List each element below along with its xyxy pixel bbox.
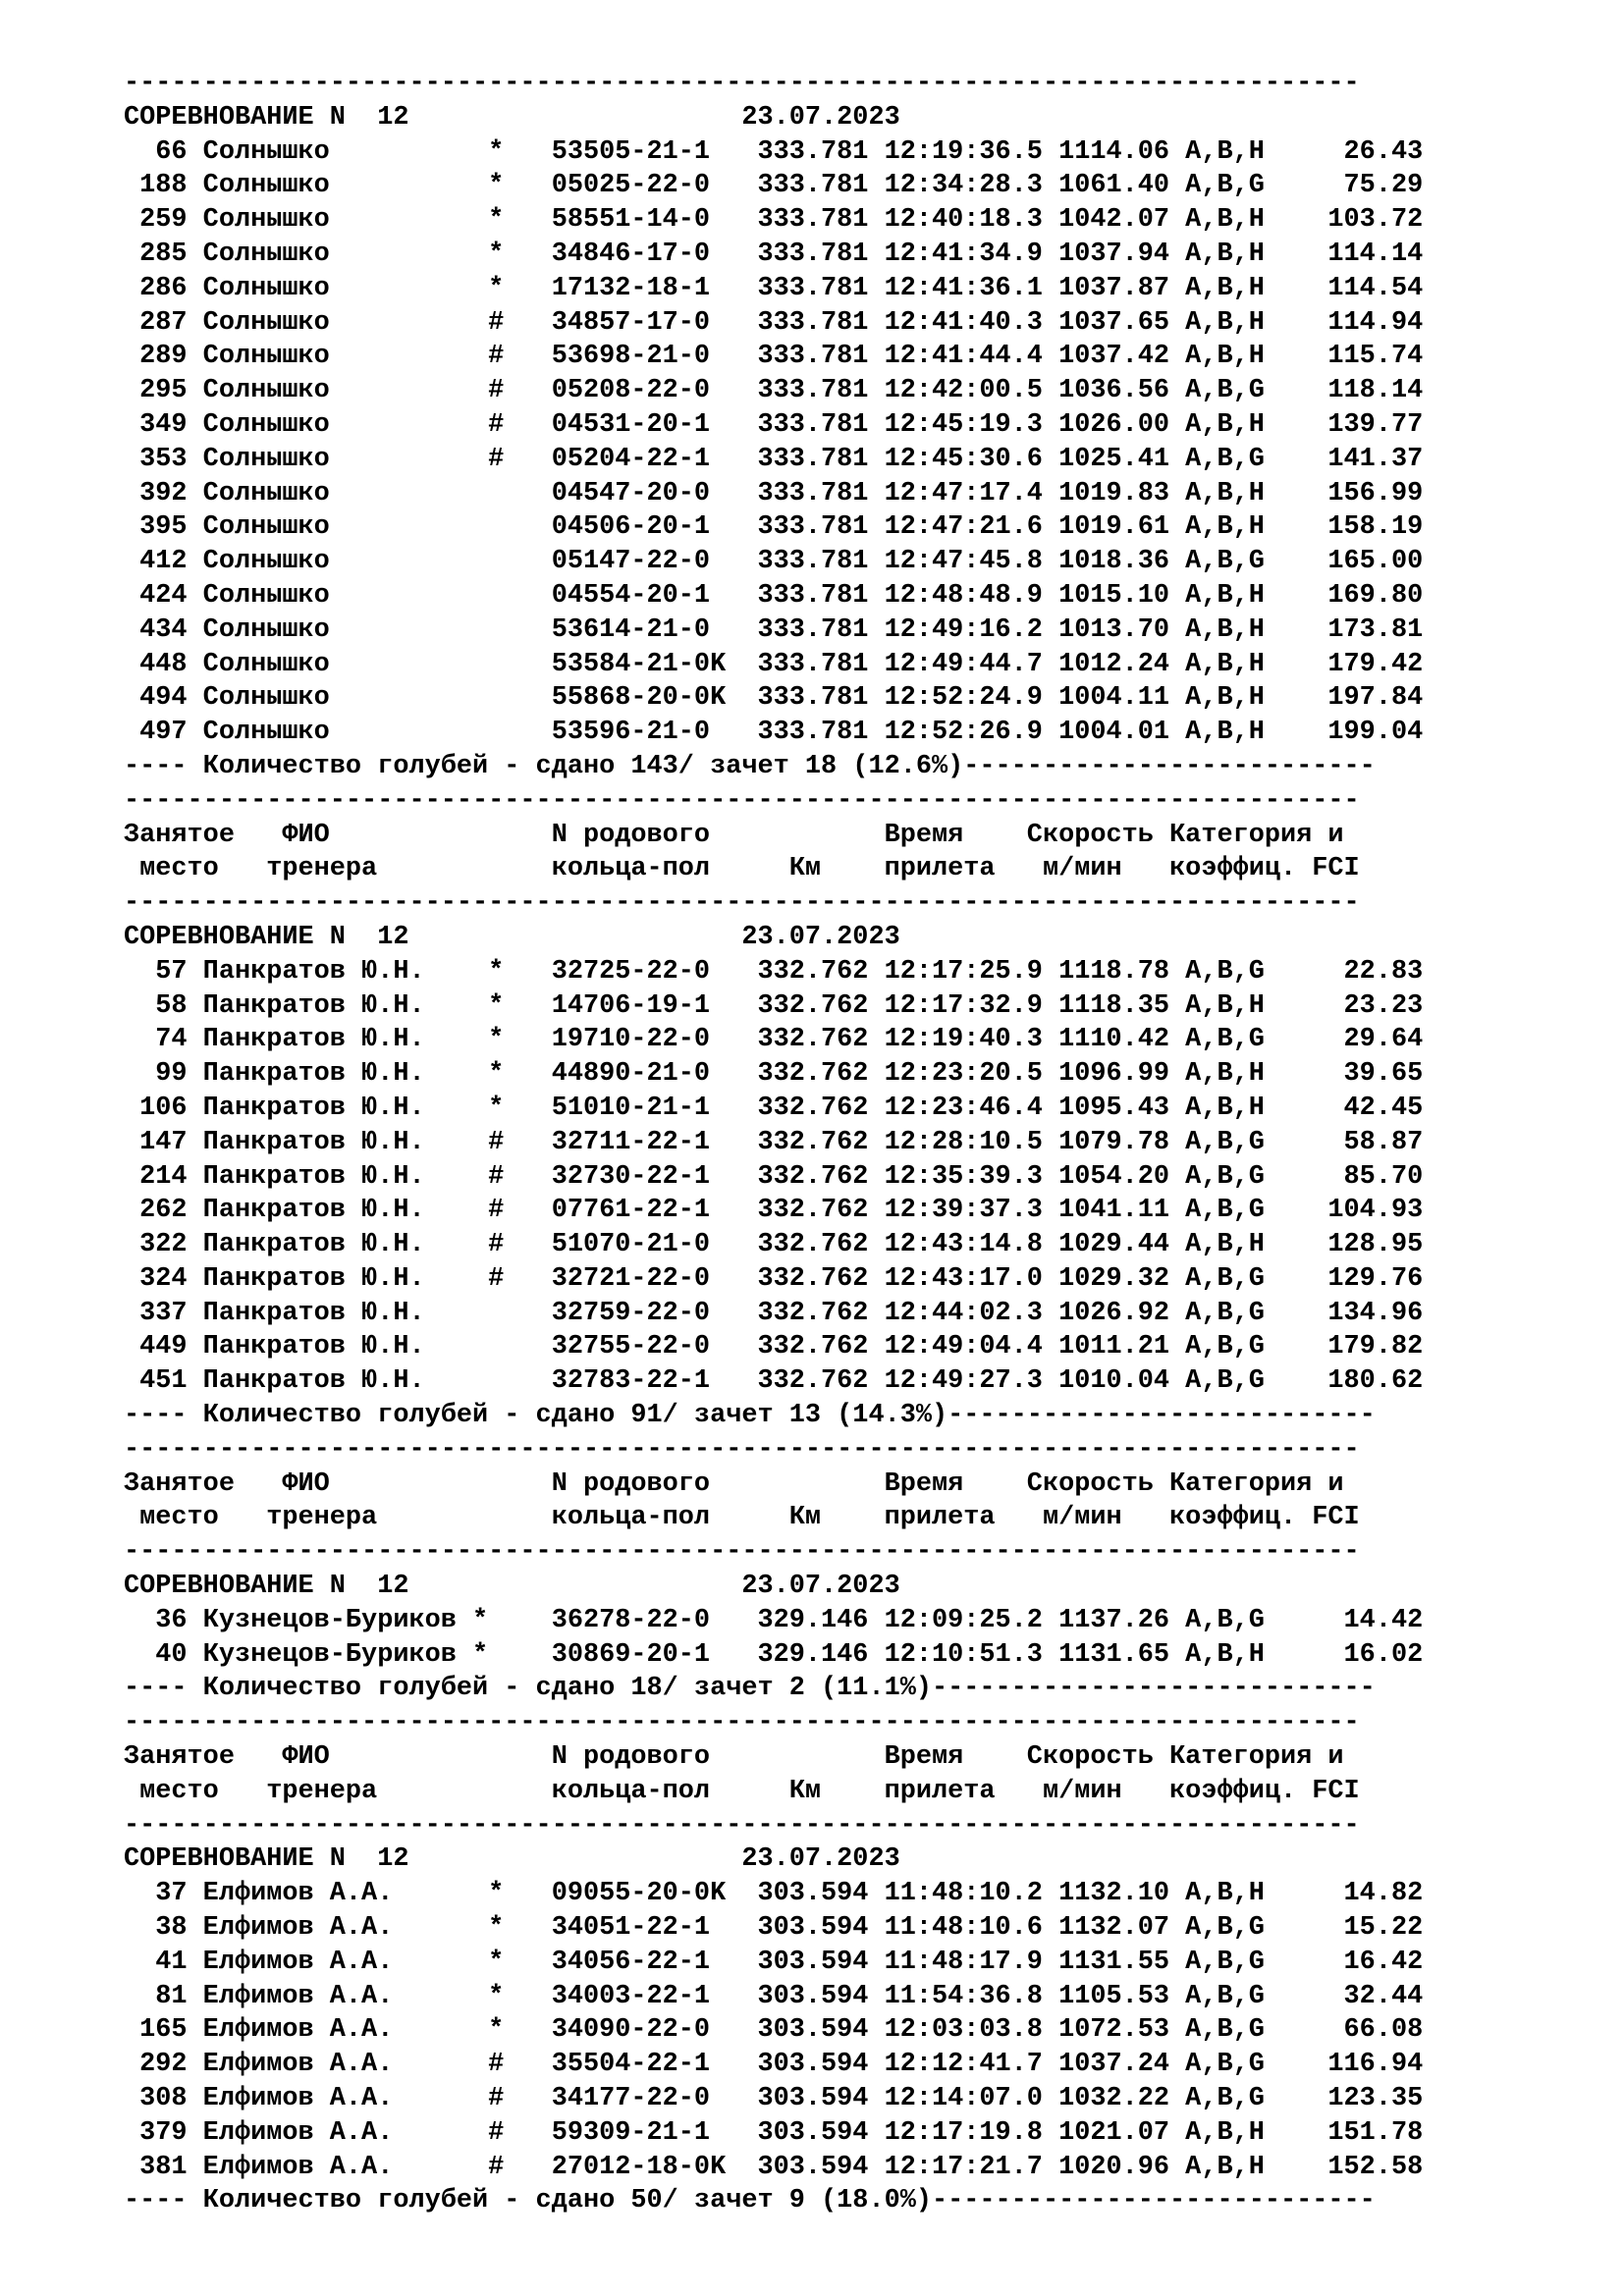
- competition-header: СОРЕВНОВАНИЕ N 12 23.07.2023: [124, 1572, 900, 1602]
- summary-line: ---- Количество голубей - сдано 143/ зачет 18 (12.6%)--------------------------: [124, 751, 1376, 781]
- column-header: место тренера кольца-пол Км прилета м/мин коэффиц. FCI: [124, 1776, 1360, 1806]
- table-row: 40 Кузнецов-Буриков * 30869-20-1 329.146 12:10:51.3 1131.65 A,B,H 16.02: [124, 1639, 1424, 1670]
- column-header: Занятое ФИО N родового Время Скорость Категория и: [124, 1468, 1344, 1499]
- competition-header: СОРЕВНОВАНИЕ N 12 23.07.2023: [124, 1844, 900, 1875]
- table-row: 81 Елфимов А.А. * 34003-22-1 303.594 11:54:36.8 1105.53 A,B,G 32.44: [124, 1981, 1424, 2011]
- table-row: 449 Панкратов Ю.Н. 32755-22-0 332.762 12:49:04.4 1011.21 A,B,G 179.82: [124, 1332, 1424, 1362]
- table-row: 259 Солнышко * 58551-14-0 333.781 12:40:18.3 1042.07 A,B,H 103.72: [124, 205, 1424, 236]
- competition-header: СОРЕВНОВАНИЕ N 12 23.07.2023: [124, 922, 900, 952]
- divider-line: ------------------------------------------------------------------------------: [124, 888, 1360, 919]
- column-header: Занятое ФИО N родового Время Скорость Категория и: [124, 820, 1344, 850]
- table-row: 289 Солнышко # 53698-21-0 333.781 12:41:44.4 1037.42 A,B,H 115.74: [124, 342, 1424, 372]
- table-row: 262 Панкратов Ю.Н. # 07761-22-1 332.762 12:39:37.3 1041.11 A,B,G 104.93: [124, 1196, 1424, 1226]
- column-header: Занятое ФИО N родового Время Скорость Категория и: [124, 1742, 1344, 1773]
- table-row: 165 Елфимов А.А. * 34090-22-0 303.594 12:03:03.8 1072.53 A,B,G 66.08: [124, 2015, 1424, 2046]
- table-row: 392 Солнышко 04547-20-0 333.781 12:47:17.4 1019.83 A,B,H 156.99: [124, 478, 1424, 508]
- divider-line: ------------------------------------------------------------------------------: [124, 1810, 1360, 1841]
- table-row: 494 Солнышко 55868-20-0K 333.781 12:52:24.9 1004.11 A,B,H 197.84: [124, 683, 1424, 714]
- table-row: 58 Панкратов Ю.Н. * 14706-19-1 332.762 12:17:32.9 1118.35 A,B,H 23.23: [124, 990, 1424, 1021]
- table-row: 106 Панкратов Ю.Н. * 51010-21-1 332.762 12:23:46.4 1095.43 A,B,H 42.45: [124, 1093, 1424, 1123]
- competition-header: СОРЕВНОВАНИЕ N 12 23.07.2023: [124, 102, 900, 133]
- table-row: 379 Елфимов А.А. # 59309-21-1 303.594 12:17:19.8 1021.07 A,B,H 151.78: [124, 2117, 1424, 2148]
- table-row: 99 Панкратов Ю.Н. * 44890-21-0 332.762 12:23:20.5 1096.99 A,B,H 39.65: [124, 1059, 1424, 1090]
- table-row: 287 Солнышко # 34857-17-0 333.781 12:41:40.3 1037.65 A,B,H 114.94: [124, 307, 1424, 338]
- divider-line: ------------------------------------------------------------------------------: [124, 69, 1360, 98]
- table-row: 324 Панкратов Ю.Н. # 32721-22-0 332.762 12:43:17.0 1029.32 A,B,G 129.76: [124, 1263, 1424, 1294]
- table-row: 57 Панкратов Ю.Н. * 32725-22-0 332.762 12:17:25.9 1118.78 A,B,G 22.83: [124, 956, 1424, 987]
- table-row: 41 Елфимов А.А. * 34056-22-1 303.594 11:48:17.9 1131.55 A,B,G 16.42: [124, 1947, 1424, 1977]
- table-row: 74 Панкратов Ю.Н. * 19710-22-0 332.762 12:19:40.3 1110.42 A,B,G 29.64: [124, 1025, 1424, 1055]
- table-row: 434 Солнышко 53614-21-0 333.781 12:49:16.2 1013.70 A,B,H 173.81: [124, 614, 1424, 645]
- divider-line: ------------------------------------------------------------------------------: [124, 1537, 1360, 1568]
- table-row: 424 Солнышко 04554-20-1 333.781 12:48:48.9 1015.10 A,B,H 169.80: [124, 580, 1424, 611]
- table-row: 37 Елфимов А.А. * 09055-20-0K 303.594 11:48:10.2 1132.10 A,B,H 14.82: [124, 1879, 1424, 1909]
- table-row: 497 Солнышко 53596-21-0 333.781 12:52:26.9 1004.01 A,B,H 199.04: [124, 718, 1424, 748]
- table-row: 337 Панкратов Ю.Н. 32759-22-0 332.762 12:44:02.3 1026.92 A,B,G 134.96: [124, 1298, 1424, 1328]
- column-header: место тренера кольца-пол Км прилета м/мин коэффиц. FCI: [124, 854, 1360, 884]
- divider-line: ------------------------------------------------------------------------------: [124, 785, 1360, 816]
- table-row: 147 Панкратов Ю.Н. # 32711-22-1 332.762 12:28:10.5 1079.78 A,B,G 58.87: [124, 1127, 1424, 1157]
- table-row: 381 Елфимов А.А. # 27012-18-0K 303.594 12:17:21.7 1020.96 A,B,H 152.58: [124, 2152, 1424, 2182]
- table-row: 286 Солнышко * 17132-18-1 333.781 12:41:36.1 1037.87 A,B,H 114.54: [124, 273, 1424, 303]
- divider-line: ------------------------------------------------------------------------------: [124, 1708, 1360, 1738]
- table-row: 38 Елфимов А.А. * 34051-22-1 303.594 11:48:10.6 1132.07 A,B,G 15.22: [124, 1913, 1424, 1944]
- table-row: 448 Солнышко 53584-21-0K 333.781 12:49:44.7 1012.24 A,B,H 179.42: [124, 649, 1424, 679]
- summary-line: ---- Количество голубей - сдано 91/ зачет 13 (14.3%)---------------------------: [124, 1401, 1376, 1431]
- table-row: 395 Солнышко 04506-20-1 333.781 12:47:21.6 1019.61 A,B,H 158.19: [124, 512, 1424, 543]
- table-row: 451 Панкратов Ю.Н. 32783-22-1 332.762 12:49:27.3 1010.04 A,B,G 180.62: [124, 1366, 1424, 1397]
- table-row: 412 Солнышко 05147-22-0 333.781 12:47:45.8 1018.36 A,B,G 165.00: [124, 547, 1424, 577]
- summary-line: ---- Количество голубей - сдано 50/ зачет 9 (18.0%)----------------------------: [124, 2186, 1376, 2216]
- divider-line: ------------------------------------------------------------------------------: [124, 1434, 1360, 1465]
- column-header: место тренера кольца-пол Км прилета м/мин коэффиц. FCI: [124, 1503, 1360, 1533]
- table-row: 292 Елфимов А.А. # 35504-22-1 303.594 12:12:41.7 1037.24 A,B,G 116.94: [124, 2050, 1424, 2080]
- table-row: 322 Панкратов Ю.Н. # 51070-21-0 332.762 12:43:14.8 1029.44 A,B,H 128.95: [124, 1230, 1424, 1260]
- table-row: 353 Солнышко # 05204-22-1 333.781 12:45:30.6 1025.41 A,B,G 141.37: [124, 444, 1424, 474]
- table-row: 295 Солнышко # 05208-22-0 333.781 12:42:00.5 1036.56 A,B,G 118.14: [124, 376, 1424, 406]
- table-row: 36 Кузнецов-Буриков * 36278-22-0 329.146 12:09:25.2 1137.26 A,B,G 14.42: [124, 1605, 1424, 1635]
- table-row: 66 Солнышко * 53505-21-1 333.781 12:19:36.5 1114.06 A,B,H 26.43: [124, 136, 1424, 167]
- table-row: 214 Панкратов Ю.Н. # 32730-22-1 332.762 12:35:39.3 1054.20 A,B,G 85.70: [124, 1161, 1424, 1192]
- table-row: 188 Солнышко * 05025-22-0 333.781 12:34:28.3 1061.40 A,B,G 75.29: [124, 171, 1424, 201]
- table-row: 349 Солнышко # 04531-20-1 333.781 12:45:19.3 1026.00 A,B,H 139.77: [124, 409, 1424, 440]
- results-document: [124, 67, 1423, 2218]
- table-row: 285 Солнышко * 34846-17-0 333.781 12:41:34.9 1037.94 A,B,H 114.14: [124, 239, 1424, 269]
- table-row: 308 Елфимов А.А. # 34177-22-0 303.594 12:14:07.0 1032.22 A,B,G 123.35: [124, 2084, 1424, 2114]
- summary-line: ---- Количество голубей - сдано 18/ зачет 2 (11.1%)----------------------------: [124, 1674, 1376, 1704]
